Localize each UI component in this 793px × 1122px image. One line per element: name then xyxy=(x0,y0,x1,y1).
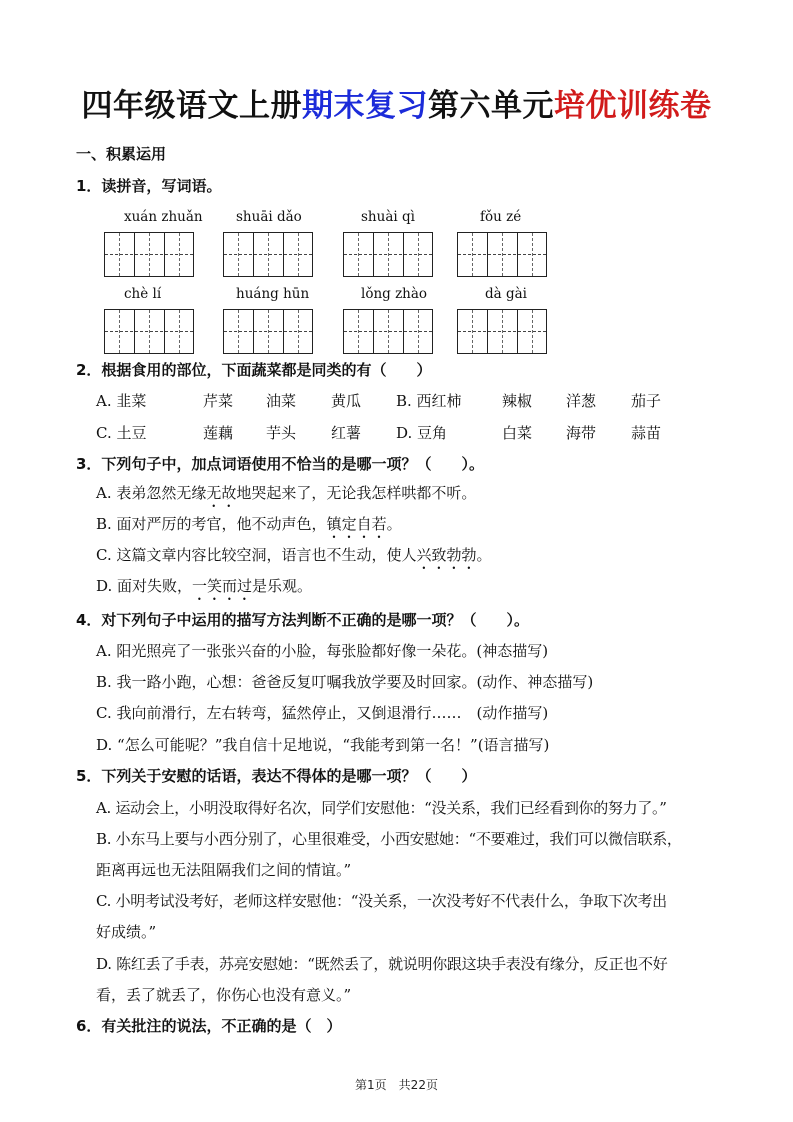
writing-grid-6[interactable] xyxy=(223,309,313,354)
q2-option-d[interactable]: D. 豆角 xyxy=(396,424,448,442)
q3-a-text-end: 地哭起来了，无论我怎样哄都不听。 xyxy=(236,484,477,502)
q5-option-a[interactable]: A. 运动会上，小明没取得好名次，同学们安慰他：“没关系，我们已经看到你的努力了。” xyxy=(96,799,667,817)
q2-item: 芋头 xyxy=(266,424,297,442)
pinyin-2: shuāi dǎo xyxy=(236,209,302,225)
q3-b-text: B. 面对严厉的考官，他不动声色， xyxy=(96,515,327,533)
q4-option-d[interactable]: D. “怎么可能呢？”我自信十足地说，“我能考到第一名！”(语言描写) xyxy=(96,736,550,754)
q3-c-text-end: 。 xyxy=(476,546,492,564)
q5-option-d[interactable]: D. 陈红丢了手表，苏亮安慰她：“既然丢了，就说明你跟这块手表没有缘分，反正也不好 xyxy=(96,955,668,973)
title-part-1: 四年级语文上册 xyxy=(81,88,302,124)
title-part-3: 第六单元 xyxy=(428,88,554,124)
q1-stem: 1．读拼音，写词语。 xyxy=(76,177,222,195)
section-heading: 一、积累运用 xyxy=(76,145,167,163)
q2-option-c[interactable]: C. 土豆 xyxy=(96,424,147,442)
q3-option-d[interactable] xyxy=(96,575,312,604)
pinyin-3: shuài qì xyxy=(361,209,415,225)
writing-grid-4[interactable] xyxy=(457,232,547,277)
q2-item: 茄子 xyxy=(631,392,662,410)
q3-a-dotted: 无故 xyxy=(206,484,237,502)
q2-item: 白菜 xyxy=(502,424,533,442)
pinyin-8: dà gài xyxy=(485,286,527,302)
q2-option-b[interactable]: B. 西红柿 xyxy=(396,392,462,410)
q3-d-text-end: 是乐观。 xyxy=(252,577,313,595)
q2-item: 辣椒 xyxy=(502,392,533,410)
q2-item: 蒜苗 xyxy=(631,424,662,442)
q3-option-b[interactable] xyxy=(96,513,402,542)
q3-c-text: C. 这篇文章内容比较空洞，语言也不生动，使人 xyxy=(96,546,417,564)
q3-option-a[interactable] xyxy=(96,482,476,511)
page-footer: 第1页 共22页 xyxy=(355,1078,438,1092)
pinyin-1: xuán zhuǎn xyxy=(124,209,203,225)
q3-stem: 3．下列句子中，加点词语使用不恰当的是哪一项？（ ）。 xyxy=(76,455,484,473)
q5-option-c[interactable]: C. 小明考试没考好，老师这样安慰他：“没关系，一次没考好不代表什么，争取下次考出 xyxy=(96,892,667,910)
q3-a-text: A. 表弟忽然无缘 xyxy=(96,484,207,502)
q4-option-b[interactable]: B. 我一路小跑，心想：爸爸反复叮嘱我放学要及时回家。(动作、神态描写) xyxy=(96,673,594,691)
q2-item: 莲藕 xyxy=(203,424,234,442)
q5-option-b-cont: 距离再远也无法阻隔我们之间的情谊。” xyxy=(96,861,352,879)
q3-c-dotted: 兴致勃勃 xyxy=(416,546,477,564)
q2-option-a[interactable]: A. 韭菜 xyxy=(96,392,147,410)
pinyin-5: chè lí xyxy=(124,286,162,302)
pinyin-7: lǒng zhào xyxy=(361,286,428,302)
q4-option-c[interactable]: C. 我向前滑行，左右转弯，猛然停止，又倒退滑行…… (动作描写) xyxy=(96,704,549,722)
pinyin-4: fǒu zé xyxy=(480,209,522,225)
q2-item: 油菜 xyxy=(266,392,297,410)
q2-item: 黄瓜 xyxy=(331,392,362,410)
writing-grid-2[interactable] xyxy=(223,232,313,277)
q6-stem: 6．有关批注的说法，不正确的是（ ） xyxy=(76,1017,342,1035)
q5-option-b[interactable]: B. 小东马上要与小西分别了，心里很难受，小西安慰她：“不要难过，我们可以微信联系， xyxy=(96,830,682,848)
q3-d-dotted: 一笑而过 xyxy=(192,577,253,595)
writing-grid-5[interactable] xyxy=(104,309,194,354)
q3-b-text-end: 。 xyxy=(386,515,402,533)
q5-option-c-cont: 好成绩。” xyxy=(96,923,157,941)
writing-grid-7[interactable] xyxy=(343,309,433,354)
title-part-4: 培优训练卷 xyxy=(554,88,712,124)
q3-option-c[interactable] xyxy=(96,544,492,573)
q5-option-d-cont: 看，丢了就丢了，你伤心也没有意义。” xyxy=(96,986,352,1004)
q5-stem: 5．下列关于安慰的话语，表达不得体的是哪一项？（ ） xyxy=(76,767,477,785)
q2-stem: 2．根据食用的部位，下面蔬菜都是同类的有（ ） xyxy=(76,361,432,379)
q2-item: 海带 xyxy=(566,424,597,442)
q3-d-text: D. 面对失败， xyxy=(96,577,193,595)
page-title xyxy=(0,84,793,128)
writing-grid-1[interactable] xyxy=(104,232,194,277)
writing-grid-3[interactable] xyxy=(343,232,433,277)
pinyin-6: huáng hūn xyxy=(236,286,310,302)
q2-item: 芹菜 xyxy=(203,392,234,410)
q2-item: 红薯 xyxy=(331,424,362,442)
q4-option-a[interactable]: A. 阳光照亮了一张张兴奋的小脸，每张脸都好像一朵花。(神态描写) xyxy=(96,642,549,660)
q3-b-dotted: 镇定自若 xyxy=(326,515,387,533)
q4-stem: 4．对下列句子中运用的描写方法判断不正确的是哪一项？（ ）。 xyxy=(76,611,529,629)
writing-grid-8[interactable] xyxy=(457,309,547,354)
title-part-2: 期末复习 xyxy=(302,88,428,124)
q2-item: 洋葱 xyxy=(566,392,597,410)
